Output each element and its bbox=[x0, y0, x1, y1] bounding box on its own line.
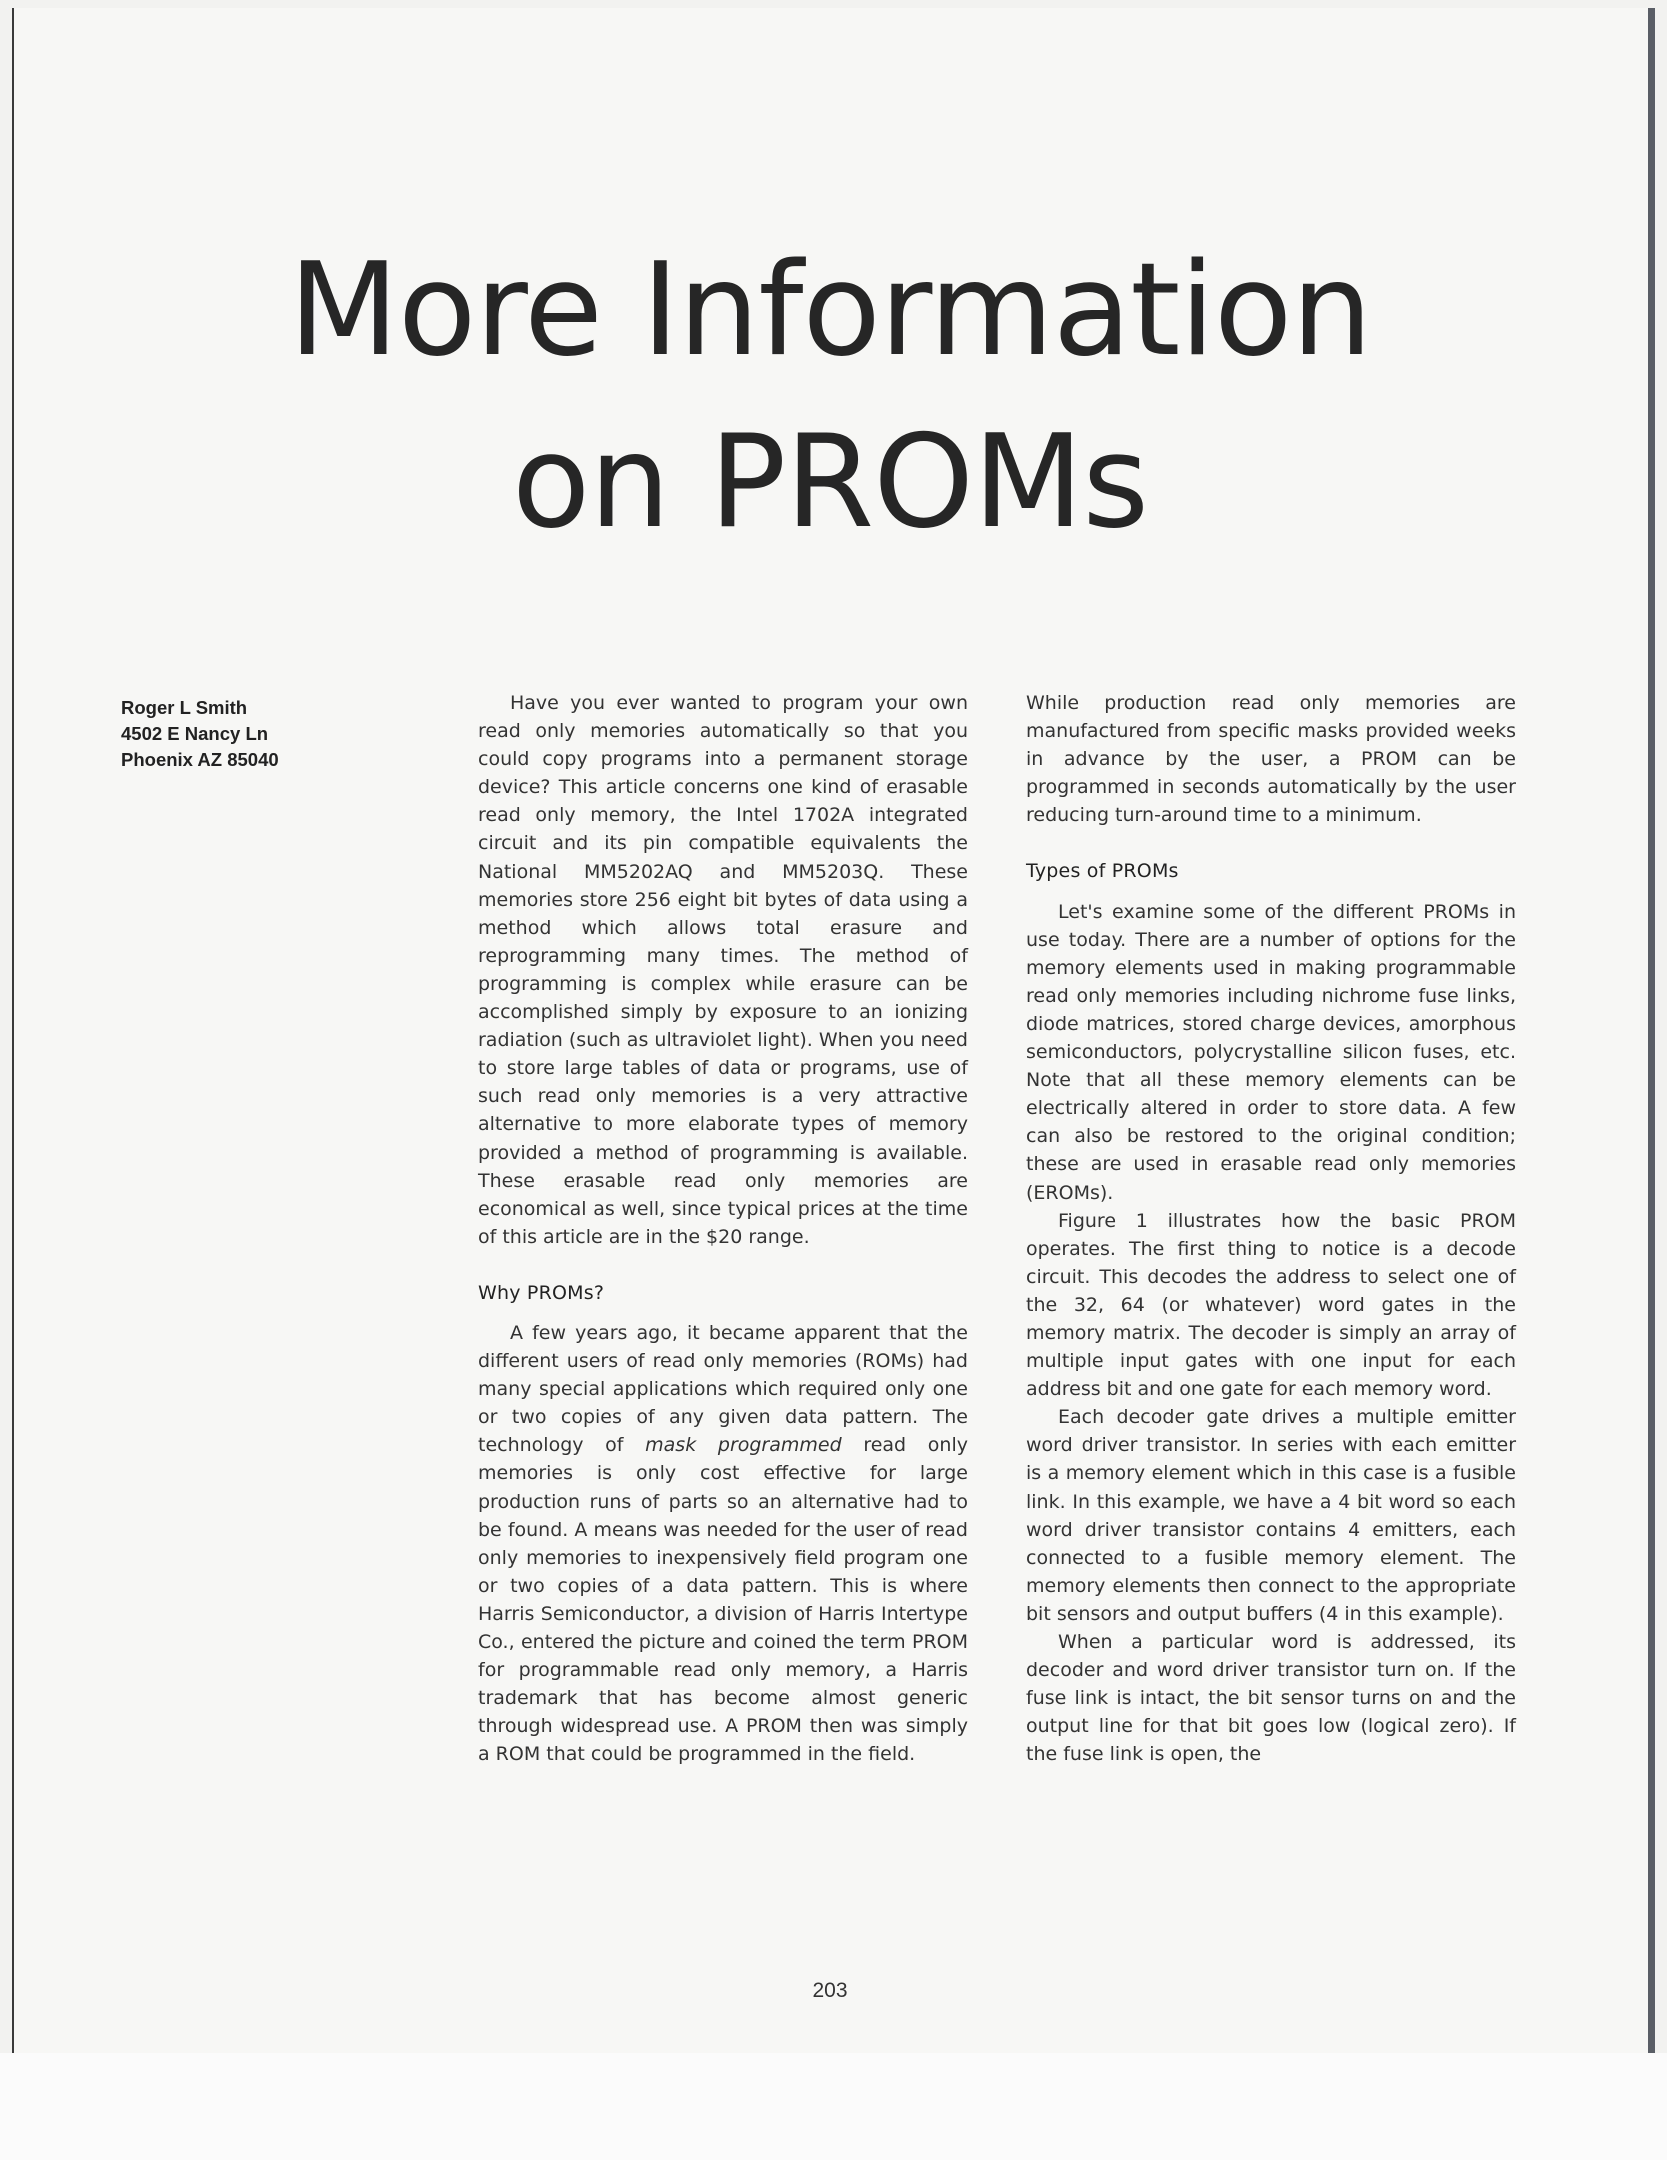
why-continuation-paragraph: While production read only memories are manufactured from specific masks provided weeks in advance by the user, a PROM can be programmed in seconds automatically by the user reducing turn-around time to a minimum. bbox=[1026, 692, 1516, 827]
author-block bbox=[121, 695, 341, 773]
column-1 bbox=[478, 689, 968, 1768]
why-paragraph bbox=[478, 1319, 968, 1769]
title-line-1: More Information bbox=[288, 236, 1372, 385]
title-line-2: on PROMs bbox=[511, 408, 1149, 557]
types-paragraph-1: Let's examine some of the different PROMs in use today. There are a number of options for the memory elements used in making programmable read only memories including nichrome fuse links, diode matrices, stored charge devices, amorphous semiconductors, polycrystalline silicon fuses, etc. Note that all these memory elements can be electrically altered in order to store data. A few can also be restored to the original condition; these are used in erasable read only memories (EROMs). bbox=[1026, 900, 1516, 1204]
intro-paragraph: Have you ever wanted to program your own read only memories automatically so that you could copy programs into a permanent storage device? This article concerns one kind of erasable read only memory, the Intel 1702A integrated circuit and its pin compatible equivalents the National MM5202AQ and MM5203Q. These memories store 256 eight bit bytes of data using a method which allows total erasure and reprogramming many times. The method of programming is complex while erasure can be accomplished simply by exposure to an ionizing radiation (such as ultraviolet light). When you need to store large tables of data or programs, use of such read only memories is a very attractive alternative to more elaborate types of memory provided a method of programming is available. These erasable read only memories are economical as well, since typical prices at the time of this article are in the $20 range. bbox=[478, 692, 968, 1248]
author-street: 4502 E Nancy Ln bbox=[121, 723, 269, 744]
why-paragraph-start: A few years ago, it became apparent that the different users of read only memories (ROMs) had many special applications which required only one or two copies of any given data pattern. The technology of bbox=[478, 1321, 968, 1457]
page-number: 203 bbox=[812, 1979, 848, 2002]
author-city: Phoenix AZ 85040 bbox=[121, 749, 279, 770]
page-left-edge bbox=[12, 8, 14, 2053]
types-paragraph-2: Figure 1 illustrates how the basic PROM operates. The first thing to notice is a decode circuit. This decodes the address to select one of the 32, 64 (or whatever) word gates in the memory matrix. The decoder is simply an array of multiple input gates with one input for each address bit and one gate for each memory word. bbox=[1026, 1209, 1516, 1401]
section-heading-why: Why PROMs? bbox=[478, 1281, 605, 1304]
author-name: Roger L Smith bbox=[121, 697, 248, 718]
types-paragraph-3: Each decoder gate drives a multiple emitter word driver transistor. In series with each emitter is a memory element which in this case is a fusible link. In this example, we have a 4 bit word so each word driver transistor contains 4 emitters, each connected to a fusible memory element. The memory elements then connect to the appropriate bit sensors and output buffers (4 in this example). bbox=[1026, 1406, 1516, 1625]
page-right-edge bbox=[1648, 8, 1655, 2053]
scan-margin bbox=[0, 2053, 1667, 2160]
why-paragraph-emphasis: mask programmed bbox=[645, 1434, 842, 1457]
types-paragraph-4: When a particular word is addressed, its decoder and word driver transistor turn on. If the fuse link is intact, the bit sensor turns on and the output line for that bit goes low (logical zero). If the fuse link is open, the bbox=[1026, 1631, 1516, 1766]
section-heading-types: Types of PROMs bbox=[1026, 860, 1179, 883]
article-title bbox=[140, 225, 1520, 569]
why-paragraph-end: read only memories is only cost effective for large production runs of parts so an alternative had to be found. A means was needed for the user of read only memories to inexpensively field program one or two copies of a data pattern. This is where Harris Semiconductor, a division of Harris Intertype Co., entered the picture and coined the term PROM for programmable read only memory, a Harris trademark that has become almost generic through widespread use. A PROM then was simply a ROM that could be programmed in the field. bbox=[478, 1434, 968, 1766]
column-2 bbox=[1026, 689, 1516, 1768]
